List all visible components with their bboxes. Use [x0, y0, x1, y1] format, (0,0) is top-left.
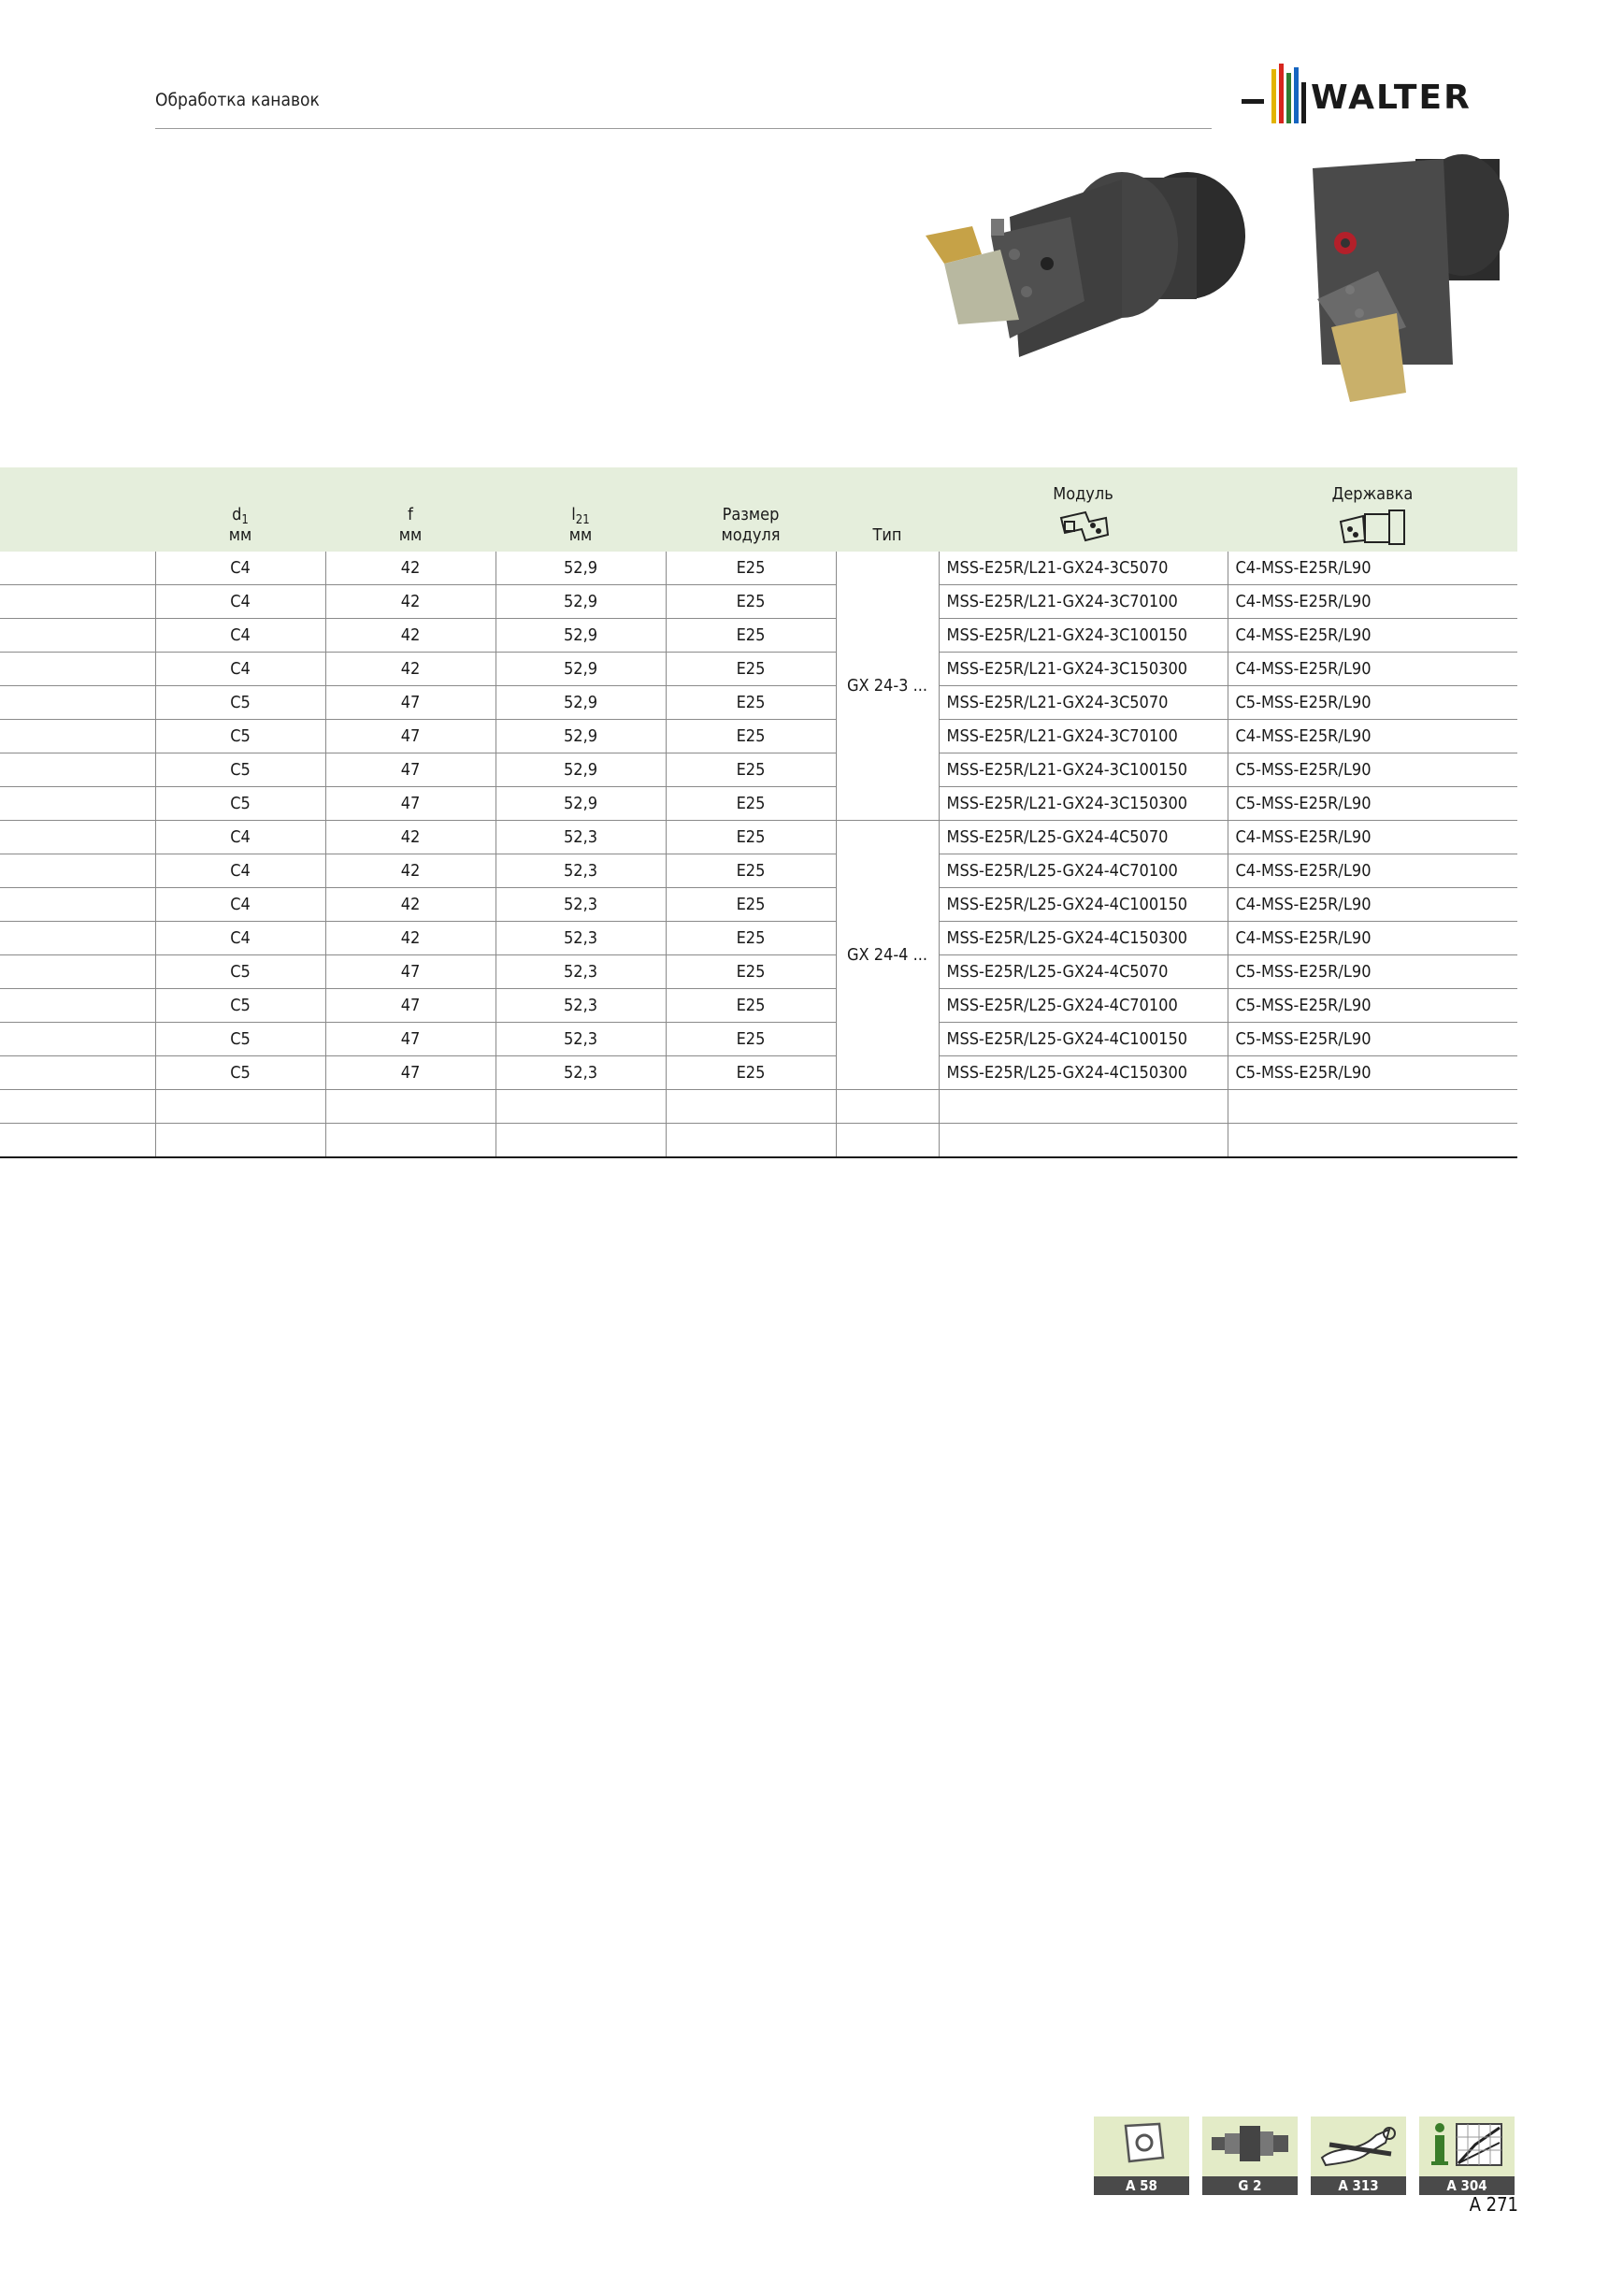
cell-module-code: MSS-E25R/L21-GX24-3C100150 — [939, 753, 1228, 787]
cell-f: 47 — [325, 787, 496, 821]
cell-holder-code: C5-MSS-E25R/L90 — [1228, 1056, 1517, 1090]
cell-l21: 52,9 — [496, 753, 666, 787]
row-spacer — [0, 619, 155, 653]
cell-l21: 52,3 — [496, 1056, 666, 1090]
cell-f: 42 — [325, 585, 496, 619]
row-spacer — [0, 955, 155, 989]
wrench-icon — [1311, 2117, 1406, 2176]
cell-module-code: MSS-E25R/L21-GX24-3C5070 — [939, 686, 1228, 720]
row-spacer — [0, 552, 155, 585]
cell-d1: C5 — [155, 989, 325, 1023]
product-table — [0, 467, 1517, 1158]
cell-d1: C4 — [155, 585, 325, 619]
cell-f: 42 — [325, 922, 496, 955]
cell-holder-code: C4-MSS-E25R/L90 — [1228, 619, 1517, 653]
table-row — [0, 922, 1517, 955]
table-row — [0, 989, 1517, 1023]
reference-tile-label: G 2 — [1202, 2176, 1298, 2195]
cell-l21: 52,9 — [496, 720, 666, 753]
cell-module-size: E25 — [666, 922, 836, 955]
cell-d1: C5 — [155, 753, 325, 787]
cell-f: 42 — [325, 821, 496, 854]
cell-holder-code: C5-MSS-E25R/L90 — [1228, 989, 1517, 1023]
cell-f: 42 — [325, 854, 496, 888]
cell-module-size: E25 — [666, 686, 836, 720]
cell-holder-code: C5-MSS-E25R/L90 — [1228, 787, 1517, 821]
table-row — [0, 686, 1517, 720]
cell-module-code: MSS-E25R/L25-GX24-4C100150 — [939, 888, 1228, 922]
cell-l21: 52,9 — [496, 585, 666, 619]
cell-module-size: E25 — [666, 955, 836, 989]
reference-tile-info[interactable] — [1419, 2117, 1515, 2195]
cell-module-code: MSS-E25R/L21-GX24-3C150300 — [939, 787, 1228, 821]
cell-type-group-1: GX 24-3 ... — [836, 552, 939, 821]
cell-module-size: E25 — [666, 653, 836, 686]
cell-d1: C5 — [155, 720, 325, 753]
cell-module-size: E25 — [666, 888, 836, 922]
cell-holder-code: C4-MSS-E25R/L90 — [1228, 888, 1517, 922]
cell-l21: 52,3 — [496, 888, 666, 922]
cell-module-size: E25 — [666, 854, 836, 888]
cell-l21: 52,9 — [496, 619, 666, 653]
cell-l21: 52,3 — [496, 955, 666, 989]
reference-tile-wrench[interactable] — [1311, 2117, 1406, 2195]
section-title: Обработка канавок — [155, 90, 320, 110]
cell-l21: 52,9 — [496, 787, 666, 821]
cell-f: 47 — [325, 686, 496, 720]
cell-l21: 52,9 — [496, 552, 666, 585]
cell-module-size: E25 — [666, 552, 836, 585]
cell-f: 42 — [325, 552, 496, 585]
cell-d1: C4 — [155, 653, 325, 686]
cell-type-group-2: GX 24-4 ... — [836, 821, 939, 1090]
table-row — [0, 619, 1517, 653]
reference-tile-clamping[interactable] — [1202, 2117, 1298, 2195]
cell-module-code: MSS-E25R/L21-GX24-3C150300 — [939, 653, 1228, 686]
cell-module-size: E25 — [666, 1056, 836, 1090]
reference-tile-insert[interactable] — [1094, 2117, 1189, 2195]
page-number: A 271 — [1469, 2193, 1518, 2216]
cell-module-code: MSS-E25R/L25-GX24-4C70100 — [939, 989, 1228, 1023]
cell-l21: 52,3 — [496, 989, 666, 1023]
cell-module-size: E25 — [666, 720, 836, 753]
tool-photo-large — [907, 161, 1271, 366]
table-row — [0, 821, 1517, 854]
cell-holder-code: C4-MSS-E25R/L90 — [1228, 922, 1517, 955]
cell-l21: 52,3 — [496, 821, 666, 854]
cell-d1: C4 — [155, 854, 325, 888]
cell-holder-code: C4-MSS-E25R/L90 — [1228, 585, 1517, 619]
cell-module-size: E25 — [666, 989, 836, 1023]
row-spacer — [0, 720, 155, 753]
cell-holder-code: C4-MSS-E25R/L90 — [1228, 720, 1517, 753]
row-spacer — [0, 821, 155, 854]
cell-module-code: MSS-E25R/L21-GX24-3C5070 — [939, 552, 1228, 585]
reference-tile-label: A 304 — [1419, 2176, 1515, 2195]
insert-icon — [1094, 2117, 1189, 2176]
row-spacer — [0, 989, 155, 1023]
header-rule — [155, 128, 1212, 129]
row-spacer — [0, 888, 155, 922]
cell-d1: C4 — [155, 619, 325, 653]
header-l21: $l_{21}$ мм — [496, 467, 666, 552]
cell-d1: C5 — [155, 686, 325, 720]
cell-l21: 52,9 — [496, 653, 666, 686]
cell-f: 47 — [325, 1023, 496, 1056]
row-spacer — [0, 1056, 155, 1090]
table-row — [0, 1023, 1517, 1056]
cell-l21: 52,3 — [496, 1023, 666, 1056]
table-row — [0, 1056, 1517, 1090]
cell-module-size: E25 — [666, 787, 836, 821]
cell-holder-code: C4-MSS-E25R/L90 — [1228, 854, 1517, 888]
row-spacer — [0, 653, 155, 686]
cell-module-code: MSS-E25R/L25-GX24-4C5070 — [939, 821, 1228, 854]
cell-holder-code: C5-MSS-E25R/L90 — [1228, 753, 1517, 787]
header-module: Модуль — [939, 467, 1228, 552]
cell-holder-code: C5-MSS-E25R/L90 — [1228, 1023, 1517, 1056]
cell-d1: C4 — [155, 821, 325, 854]
cell-l21: 52,9 — [496, 686, 666, 720]
cell-d1: C4 — [155, 888, 325, 922]
cell-d1: C5 — [155, 955, 325, 989]
cell-f: 47 — [325, 1056, 496, 1090]
cell-module-code: MSS-E25R/L25-GX24-4C5070 — [939, 955, 1228, 989]
cell-f: 42 — [325, 653, 496, 686]
cell-module-code: MSS-E25R/L25-GX24-4C70100 — [939, 854, 1228, 888]
header-type: Тип — [836, 467, 939, 552]
cell-d1: C4 — [155, 922, 325, 955]
info-chart-icon — [1419, 2117, 1515, 2176]
table-row — [0, 585, 1517, 619]
row-spacer — [0, 922, 155, 955]
table-row — [0, 854, 1517, 888]
clamping-unit-icon — [1202, 2117, 1298, 2176]
cell-module-code: MSS-E25R/L25-GX24-4C150300 — [939, 1056, 1228, 1090]
cell-d1: C4 — [155, 552, 325, 585]
table-row — [0, 720, 1517, 753]
cell-d1: C5 — [155, 1023, 325, 1056]
cell-d1: C5 — [155, 787, 325, 821]
cell-f: 47 — [325, 720, 496, 753]
cell-module-size: E25 — [666, 585, 836, 619]
cell-d1: C5 — [155, 1056, 325, 1090]
row-spacer — [0, 787, 155, 821]
header-f: f мм — [325, 467, 496, 552]
row-spacer — [0, 753, 155, 787]
table-row — [0, 787, 1517, 821]
cell-module-code: MSS-E25R/L21-GX24-3C100150 — [939, 619, 1228, 653]
cell-module-size: E25 — [666, 1023, 836, 1056]
table-row-empty — [0, 1090, 1517, 1124]
table-header-row — [0, 467, 1517, 552]
table-row — [0, 888, 1517, 922]
cell-f: 42 — [325, 619, 496, 653]
table-row — [0, 552, 1517, 585]
cell-module-code: MSS-E25R/L21-GX24-3C70100 — [939, 720, 1228, 753]
module-icon — [1057, 509, 1110, 546]
header-module-size: Размер модуля — [666, 467, 836, 552]
cell-f: 47 — [325, 753, 496, 787]
table-row-empty — [0, 1124, 1517, 1158]
reference-tile-label: A 313 — [1311, 2176, 1406, 2195]
holder-icon — [1335, 509, 1410, 546]
cell-f: 42 — [325, 888, 496, 922]
tool-photo-small — [1294, 150, 1518, 404]
reference-tile-label: A 58 — [1094, 2176, 1189, 2195]
cell-module-size: E25 — [666, 821, 836, 854]
row-spacer — [0, 854, 155, 888]
cell-holder-code: C4-MSS-E25R/L90 — [1228, 552, 1517, 585]
svg-text:WALTER: WALTER — [1311, 79, 1472, 117]
row-spacer — [0, 585, 155, 619]
cell-holder-code: C4-MSS-E25R/L90 — [1228, 821, 1517, 854]
cell-module-code: MSS-E25R/L25-GX24-4C150300 — [939, 922, 1228, 955]
cell-f: 47 — [325, 955, 496, 989]
header-holder: Державка — [1228, 467, 1517, 552]
cell-l21: 52,3 — [496, 922, 666, 955]
header-d1: $d_1$ мм — [155, 467, 325, 552]
cell-holder-code: C5-MSS-E25R/L90 — [1228, 955, 1517, 989]
table-row — [0, 653, 1517, 686]
cell-module-code: MSS-E25R/L25-GX24-4C100150 — [939, 1023, 1228, 1056]
row-spacer — [0, 686, 155, 720]
cell-module-size: E25 — [666, 619, 836, 653]
cell-module-code: MSS-E25R/L21-GX24-3C70100 — [939, 585, 1228, 619]
table-row — [0, 753, 1517, 787]
cell-holder-code: C5-MSS-E25R/L90 — [1228, 686, 1517, 720]
header-spacer — [0, 467, 155, 552]
cell-f: 47 — [325, 989, 496, 1023]
cell-l21: 52,3 — [496, 854, 666, 888]
cell-holder-code: C4-MSS-E25R/L90 — [1228, 653, 1517, 686]
cell-module-size: E25 — [666, 753, 836, 787]
walter-logo — [1238, 60, 1518, 135]
row-spacer — [0, 1023, 155, 1056]
table-row — [0, 955, 1517, 989]
